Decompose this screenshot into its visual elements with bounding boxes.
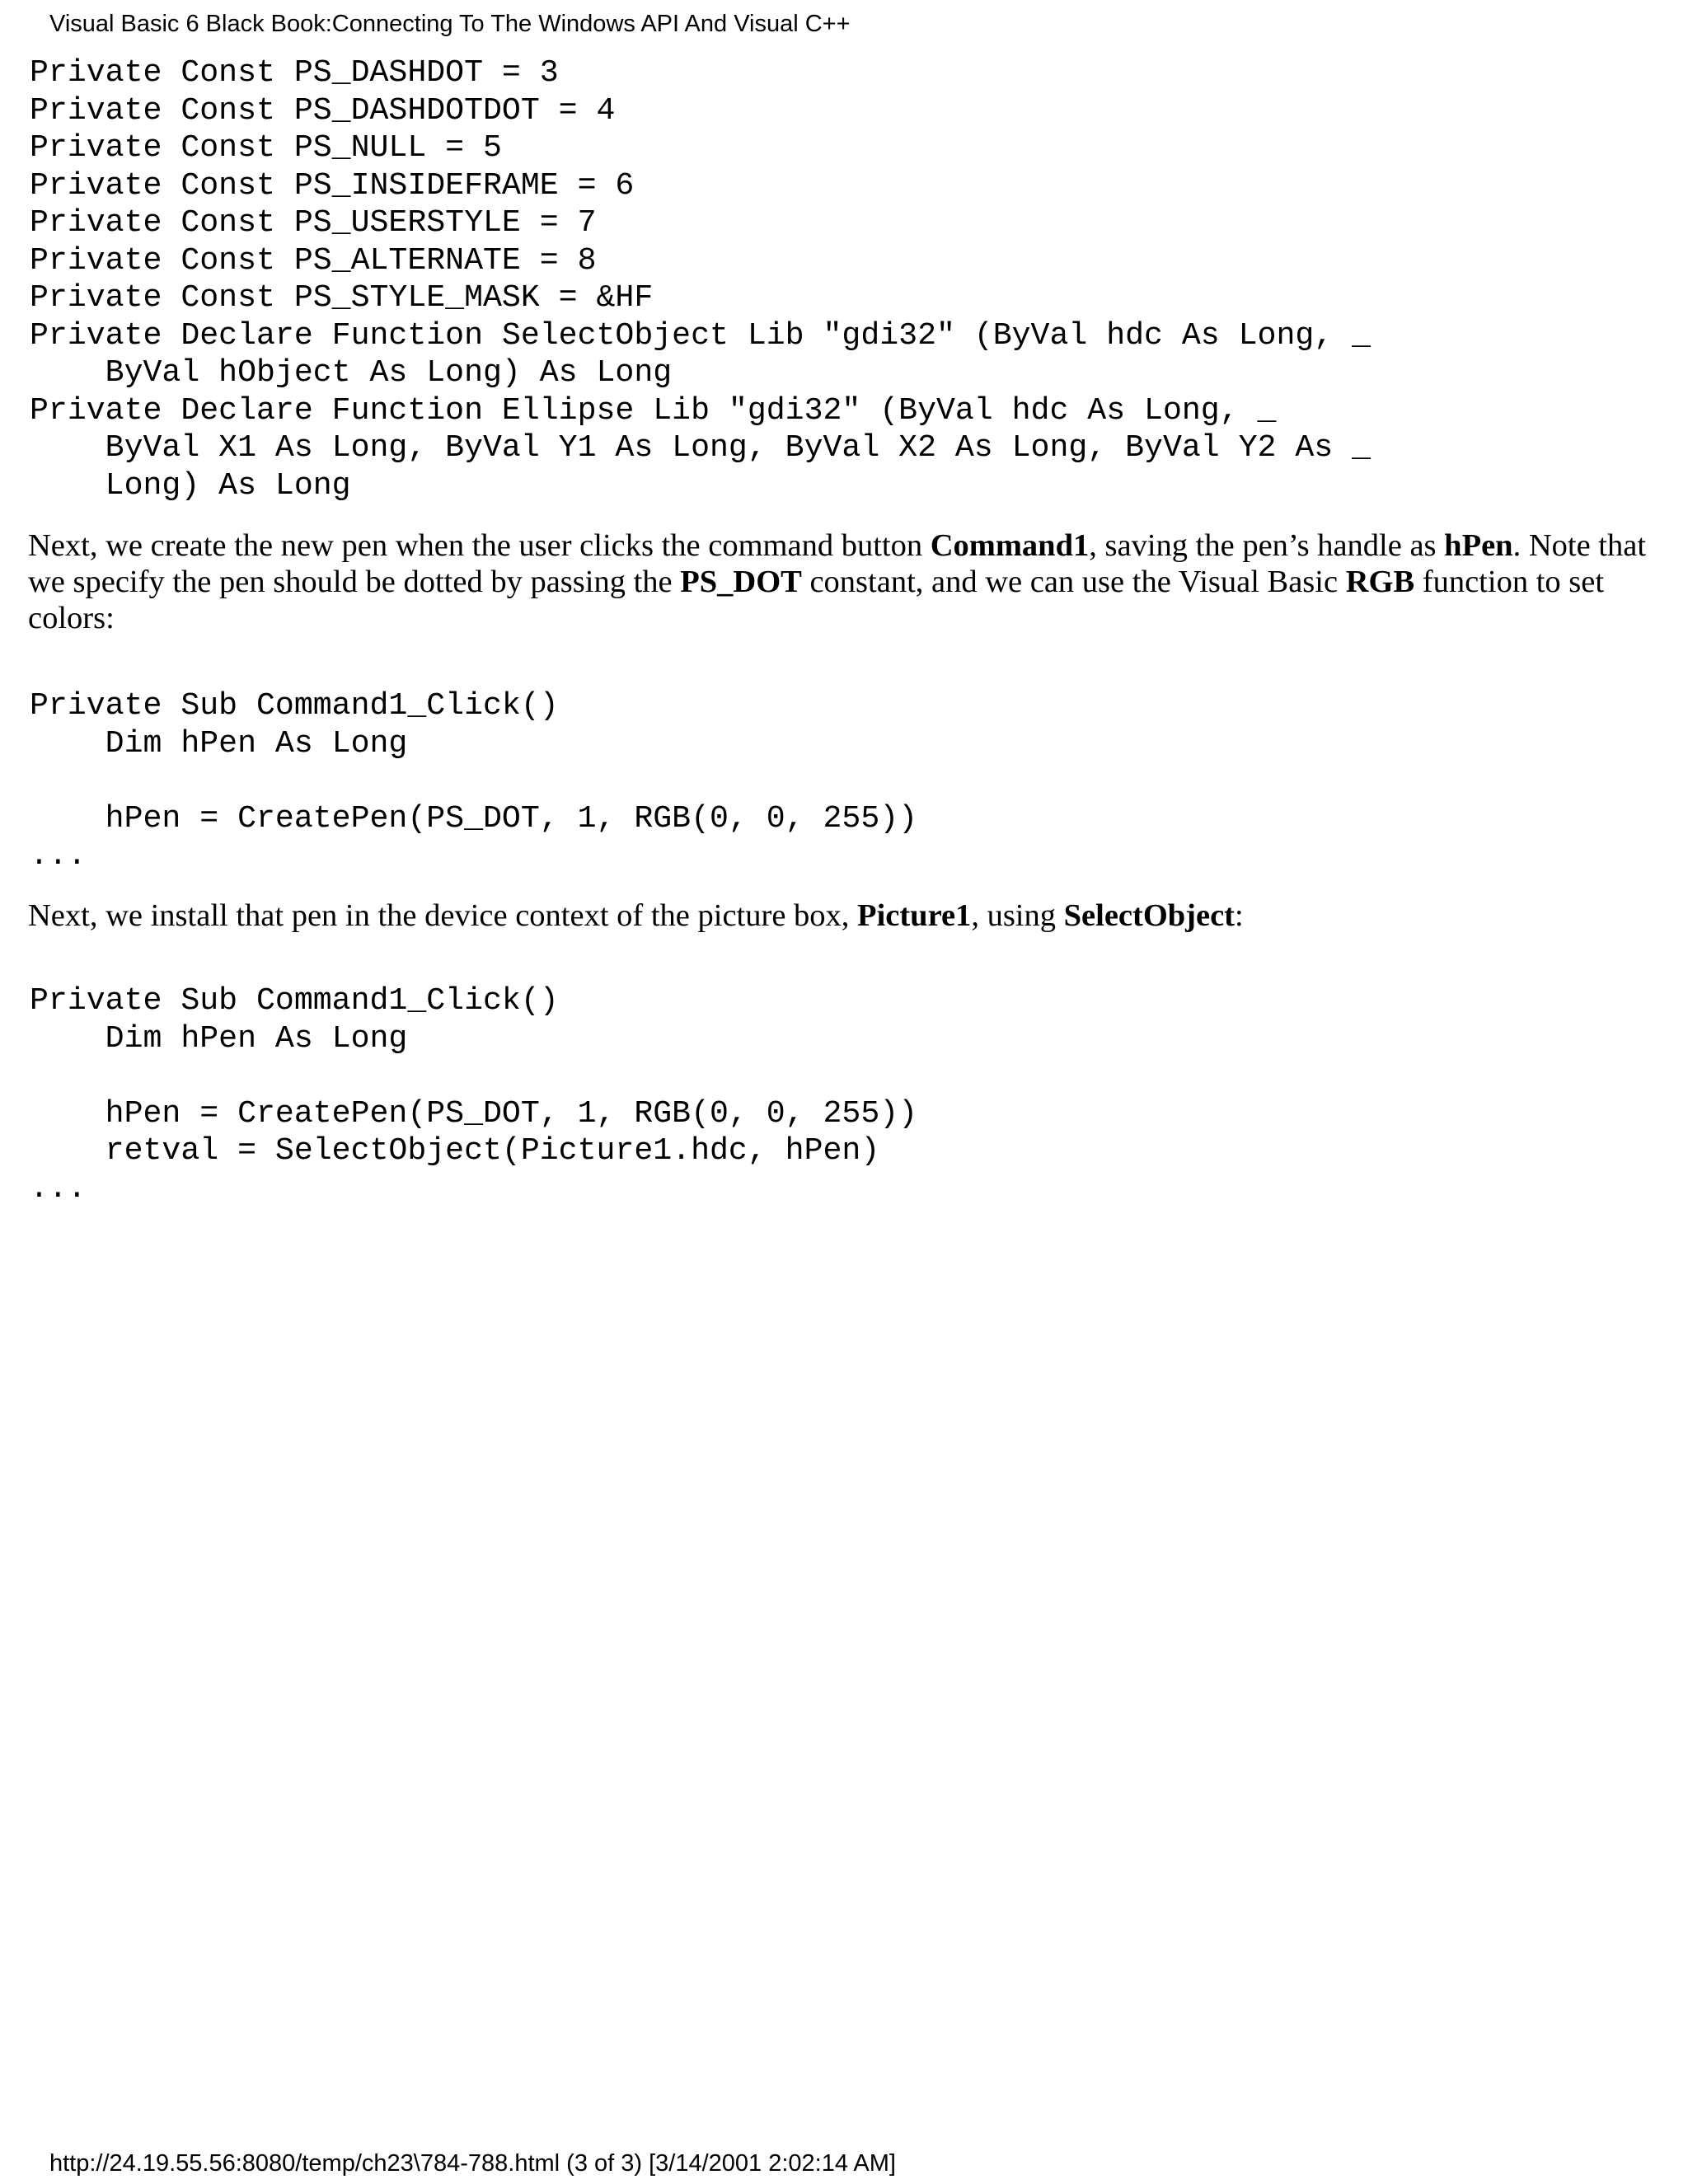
code-block-select-object — [30, 982, 917, 1207]
paragraph-text: constant, and we can use the Visual Basic — [801, 565, 1346, 599]
code-line: Private Declare Function Ellipse Lib "gdi32" (ByVal hdc As Long, _ — [30, 392, 1277, 429]
bold-term-hpen: hPen — [1444, 528, 1513, 563]
bold-term-picture1: Picture1 — [857, 898, 972, 933]
code-line: Private Const PS_ALTERNATE = 8 — [30, 242, 597, 279]
code-line: ByVal X1 As Long, ByVal Y1 As Long, ByVal X2 As Long, ByVal Y2 As _ — [30, 430, 1372, 466]
code-block-constants-declarations — [30, 54, 1371, 504]
code-line — [30, 1057, 917, 1095]
code-line: Private Const PS_DASHDOT = 3 — [30, 55, 559, 91]
code-line: Private Const PS_USERSTYLE = 7 — [30, 205, 597, 241]
code-line — [30, 762, 917, 800]
paragraph-select-object — [28, 898, 1664, 934]
code-line: Long) As Long — [30, 467, 351, 504]
code-line: hPen = CreatePen(PS_DOT, 1, RGB(0, 0, 255)) — [30, 1095, 918, 1132]
code-line: Private Declare Function SelectObject Lib "gdi32" (ByVal hdc As Long, _ — [30, 317, 1372, 354]
bold-term-command1: Command1 — [930, 528, 1090, 563]
code-line: Dim hPen As Long — [30, 725, 408, 762]
code-line: Private Const PS_DASHDOTDOT = 4 — [30, 92, 616, 129]
code-line: ... — [30, 838, 87, 874]
paragraph-text: Next, we install that pen in the device context of the picture box, — [28, 898, 858, 933]
code-line: Dim hPen As Long — [30, 1020, 408, 1057]
code-line: hPen = CreatePen(PS_DOT, 1, RGB(0, 0, 255)) — [30, 800, 918, 837]
code-line: Private Const PS_INSIDEFRAME = 6 — [30, 167, 635, 204]
paragraph-text: : — [1235, 898, 1244, 933]
paragraph-text: , saving the pen’s handle as — [1089, 528, 1445, 563]
paragraph-text: function to set colors: — [28, 565, 1605, 635]
paragraph-text: , using — [971, 898, 1064, 933]
paragraph-create-pen — [28, 527, 1664, 636]
code-line: Private Sub Command1_Click() — [30, 983, 559, 1019]
bold-term-selectobject: SelectObject — [1063, 898, 1235, 933]
code-line: Private Const PS_NULL = 5 — [30, 130, 502, 166]
bold-term-rgb: RGB — [1345, 565, 1415, 599]
bold-term-ps-dot: PS_DOT — [680, 565, 802, 599]
paragraph-text: . Note that we specify the pen should be dotted by passing the — [28, 528, 1647, 599]
code-line: ... — [30, 1170, 87, 1207]
page-footer-url: http://24.19.55.56:8080/temp/ch23\784-788.html (3 of 3) [3/14/2001 2:02:14 AM] — [49, 2150, 896, 2177]
code-line: retval = SelectObject(Picture1.hdc, hPen) — [30, 1133, 880, 1169]
code-block-create-pen — [30, 687, 917, 875]
code-line: Private Sub Command1_Click() — [30, 688, 559, 724]
code-line: ByVal hObject As Long) As Long — [30, 355, 673, 391]
page-header: Visual Basic 6 Black Book:Connecting To The Windows API And Visual C++ — [49, 11, 851, 37]
code-line: Private Const PS_STYLE_MASK = &HF — [30, 280, 654, 316]
paragraph-text: Next, we create the new pen when the user clicks the command button — [28, 528, 931, 563]
